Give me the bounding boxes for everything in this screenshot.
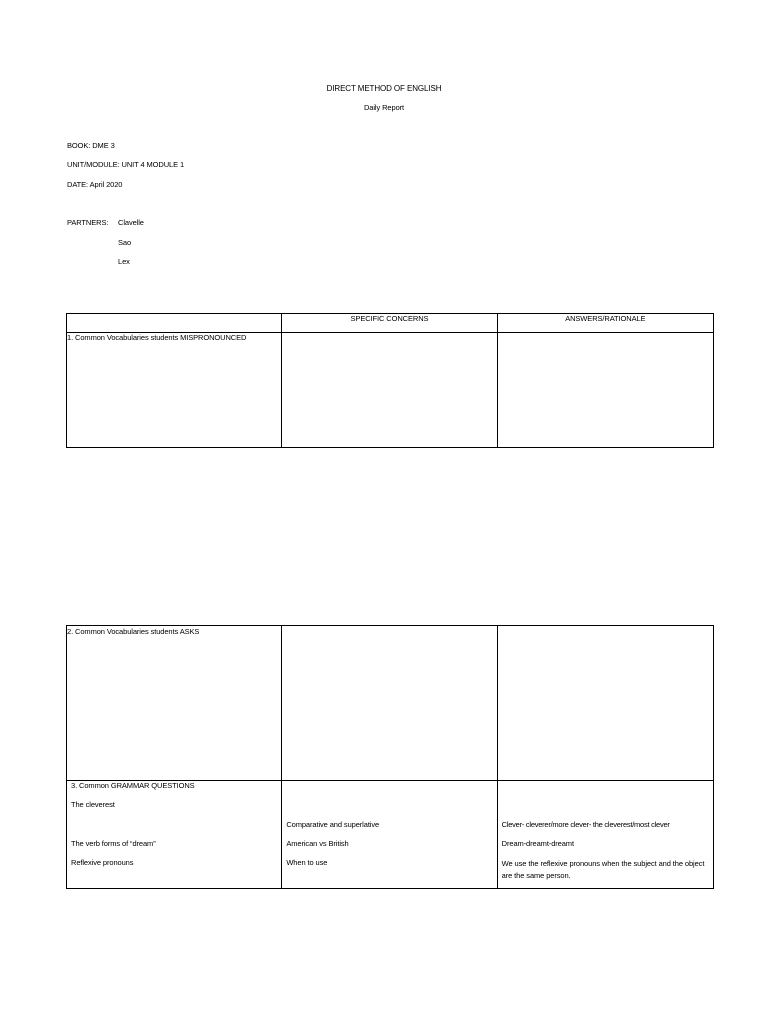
concerns-cell bbox=[282, 333, 497, 448]
row-label-grammar: 3. Common GRAMMAR QUESTIONS bbox=[71, 781, 195, 790]
grammar-question: The cleverest bbox=[71, 800, 115, 809]
book-field: BOOK: DME 3 bbox=[67, 141, 115, 150]
partners-label: PARTNERS: bbox=[67, 218, 109, 227]
header-cell-blank bbox=[67, 314, 282, 333]
report-table-1 bbox=[66, 313, 714, 448]
partner-name: Lex bbox=[118, 257, 130, 266]
grammar-question: Reflexive pronouns bbox=[71, 858, 134, 867]
concerns-cell bbox=[282, 626, 497, 781]
grammar-concern: American vs British bbox=[286, 839, 349, 848]
header-answers-rationale: ANSWERS/RATIONALE bbox=[497, 314, 713, 333]
grammar-concerns-cell bbox=[282, 781, 497, 889]
document-subtitle: Daily Report bbox=[363, 103, 405, 112]
document-title: DIRECT METHOD OF ENGLISH bbox=[326, 84, 442, 93]
grammar-answer: We use the reflexive pronouns when the subject and the object are the same person. bbox=[501, 859, 705, 880]
grammar-concern: Comparative and superlative bbox=[286, 820, 380, 829]
answers-cell bbox=[497, 333, 713, 448]
partner-name: Sao bbox=[118, 238, 132, 247]
header-specific-concerns: SPECIFIC CONCERNS bbox=[282, 314, 497, 333]
answers-cell bbox=[497, 626, 713, 781]
table-header-row bbox=[67, 314, 714, 333]
date-field: DATE: April 2020 bbox=[67, 180, 123, 189]
unit-module-field: UNIT/MODULE: UNIT 4 MODULE 1 bbox=[67, 160, 185, 169]
grammar-question: The verb forms of “dream” bbox=[71, 839, 156, 848]
grammar-answer: Clever- cleverer/more clever- the cleverest/most clever bbox=[501, 820, 670, 829]
row-label-asks: 2. Common Vocabularies students ASKS bbox=[67, 626, 282, 781]
table-row bbox=[67, 333, 714, 448]
table-row bbox=[67, 626, 714, 781]
grammar-concern: When to use bbox=[286, 858, 328, 867]
partner-name: Clavelle bbox=[118, 218, 144, 227]
grammar-answer: Dream-dreamt-dreamt bbox=[501, 839, 574, 848]
table-row bbox=[67, 781, 714, 889]
grammar-answers-cell bbox=[497, 781, 713, 889]
report-table-2 bbox=[66, 625, 714, 889]
grammar-questions-cell bbox=[67, 781, 282, 889]
row-label-mispronounced: 1. Common Vocabularies students MISPRONOUNCED bbox=[67, 333, 282, 448]
